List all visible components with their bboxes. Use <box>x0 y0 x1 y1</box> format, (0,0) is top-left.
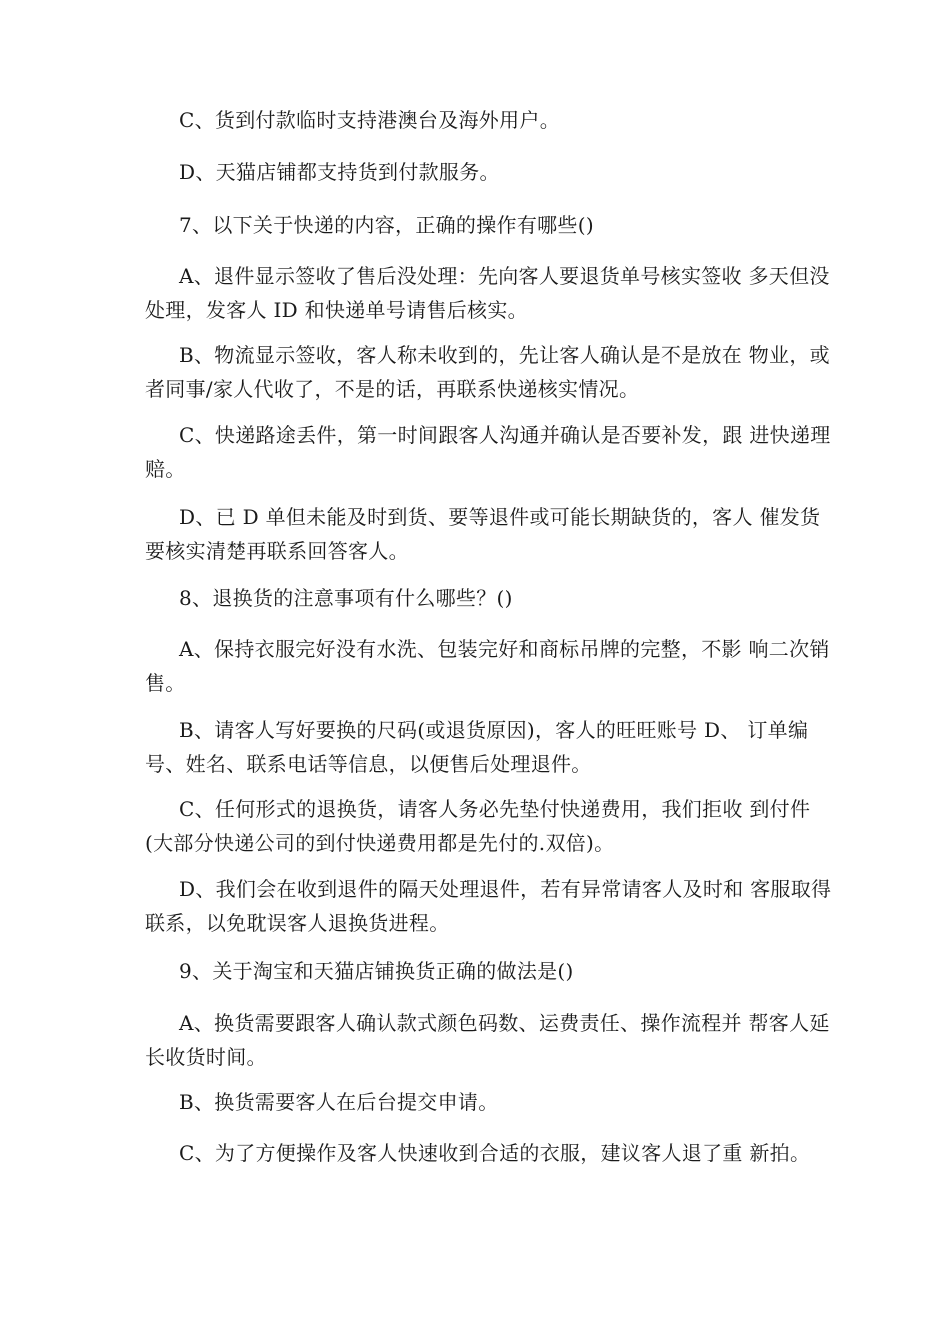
paragraph-q9-option-b: B、换货需要客人在后台提交申请。 <box>179 1090 499 1114</box>
paragraph-q7-option-b: B、物流显示签收，客人称未收到的，先让客人确认是不是放在 物业，或者同事/家人代收了，不是的话，再联系快递核实情况。 <box>145 343 830 401</box>
paragraph-q7-option-d: D、已 D 单但未能及时到货、要等退件或可能长期缺货的，客人 催发货要核实清楚再联系回答客人。 <box>145 505 821 563</box>
paragraph-q8-option-b: B、请客人写好要换的尺码(或退货原因)，客人的旺旺账号 D、 订单编号、姓名、联系电话等信息，以便售后处理退件。 <box>145 718 809 776</box>
question-8: 8、退换货的注意事项有什么哪些？() <box>179 586 513 610</box>
paragraph-q9-option-c: C、为了方便操作及客人快速收到合适的衣服，建议客人退了重 新拍。 <box>179 1141 811 1165</box>
paragraph-option-c-cod: C、货到付款临时支持港澳台及海外用户。 <box>179 108 561 132</box>
paragraph-q8-option-d: D、我们会在收到退件的隔天处理退件，若有异常请客人及时和 客服取得联系，以免耽误客人退换货进程。 <box>145 877 832 935</box>
paragraph-q7-option-c: C、快递路途丢件，第一时间跟客人沟通并确认是否要补发，跟 进快递理赔。 <box>145 423 831 481</box>
paragraph-option-d-cod: D、天猫店铺都支持货到付款服务。 <box>179 160 500 184</box>
question-9: 9、关于淘宝和天猫店铺换货正确的做法是() <box>179 959 574 983</box>
question-7: 7、以下关于快递的内容，正确的操作有哪些() <box>179 213 594 237</box>
paragraph-q9-option-a: A、换货需要跟客人确认款式颜色码数、运费责任、操作流程并 帮客人延长收货时间。 <box>145 1011 830 1069</box>
paragraph-q8-option-a: A、保持衣服完好没有水洗、包装完好和商标吊牌的完整，不影 响二次销售。 <box>145 637 830 695</box>
paragraph-q7-option-a: A、退件显示签收了售后没处理：先向客人要退货单号核实签收 多天但没处理，发客人 ID 和快递单号请售后核实。 <box>145 264 830 322</box>
paragraph-q8-option-c: C、任何形式的退换货，请客人务必先垫付快递费用，我们拒收 到付件(大部分快递公司的到付快递费用都是先付的.双倍)。 <box>145 797 811 855</box>
